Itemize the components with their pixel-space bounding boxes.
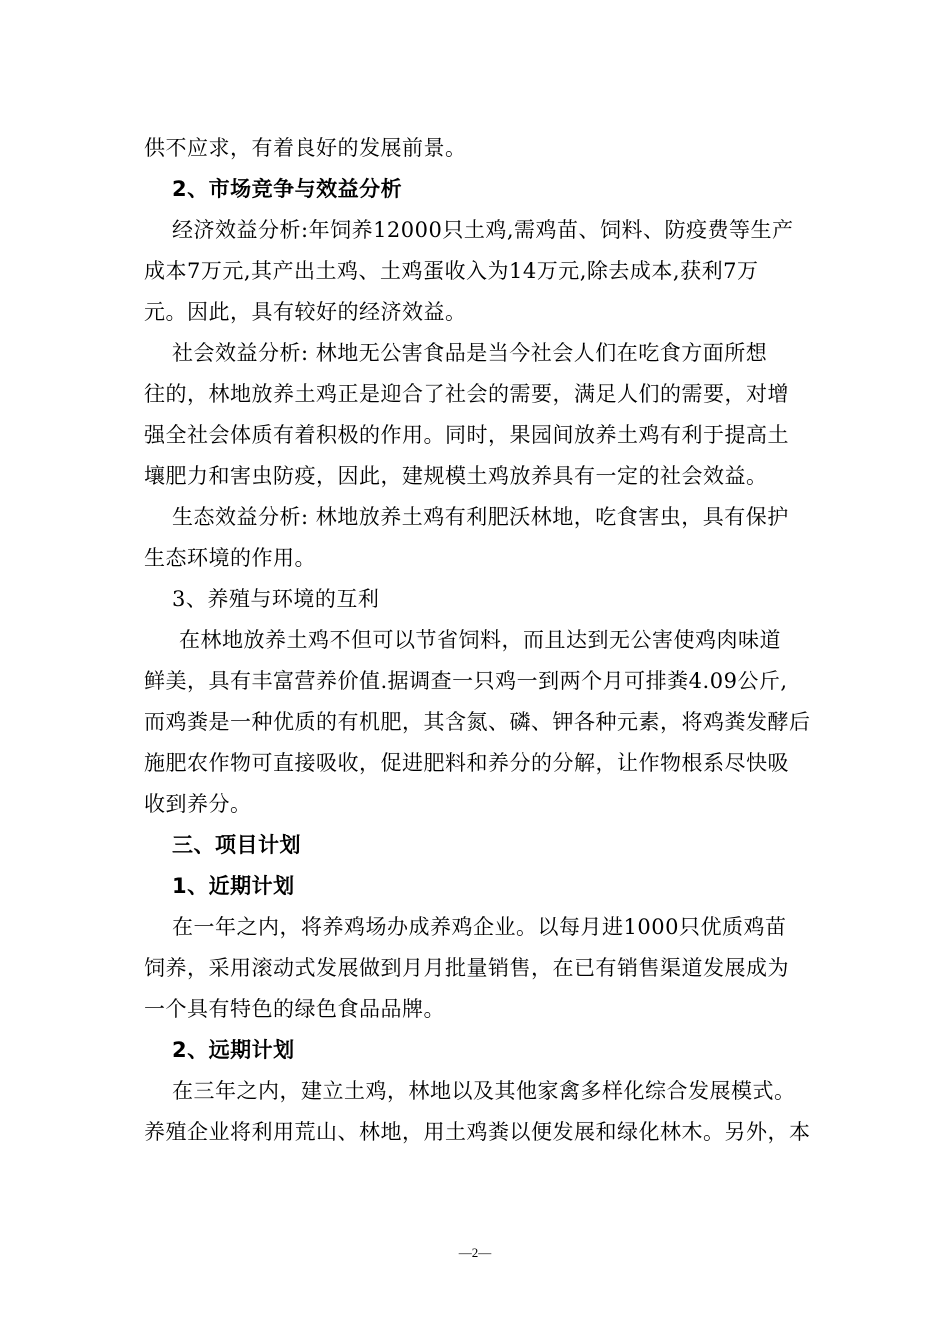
paragraph-line: 而鸡粪是一种优质的有机肥，其含氮、磷、钾各种元素，将鸡粪发酵后 bbox=[144, 710, 811, 734]
paragraph-line: 经济效益分析:年饲养12000只土鸡,需鸡苗、饲料、防疫费等生产 bbox=[172, 218, 794, 242]
paragraph-line: 在林地放养土鸡不但可以节省饲料，而且达到无公害使鸡肉味道 bbox=[179, 628, 781, 652]
paragraph-line: 在三年之内，建立土鸡，林地以及其他家禽多样化综合发展模式。 bbox=[172, 1079, 796, 1103]
paragraph-line: 成本7万元,其产出土鸡、土鸡蛋收入为14万元,除去成本,获利7万 bbox=[144, 259, 759, 283]
paragraph-line: 社会效益分析: 林地无公害食品是当今社会人们在吃食方面所想 bbox=[172, 341, 768, 365]
section-heading-market-analysis: 2、市场竞争与效益分析 bbox=[172, 177, 403, 201]
page-number: —2— bbox=[458, 1245, 492, 1260]
section-heading-short-term-plan: 1、近期计划 bbox=[172, 874, 295, 898]
paragraph-line: 鲜美，具有丰富营养价值.据调查一只鸡一到两个月可排粪4.09公斤, bbox=[144, 669, 788, 693]
paragraph-line: 供不应求，有着良好的发展前景。 bbox=[144, 136, 467, 160]
paragraph-line: 壤肥力和害虫防疫，因此，建规模土鸡放养具有一定的社会效益。 bbox=[144, 464, 768, 488]
paragraph-line: 养殖企业将利用荒山、林地，用土鸡粪以便发展和绿化林木。另外，本 bbox=[144, 1120, 811, 1144]
section-heading-long-term-plan: 2、远期计划 bbox=[172, 1038, 295, 1062]
paragraph-line: 在一年之内，将养鸡场办成养鸡企业。以每月进1000只优质鸡苗 bbox=[172, 915, 787, 939]
paragraph-line: 生态效益分析: 林地放养土鸡有利肥沃林地，吃食害虫，具有保护 bbox=[172, 505, 789, 529]
paragraph-line: 施肥农作物可直接吸收，促进肥料和养分的分解，让作物根系尽快吸 bbox=[144, 751, 789, 775]
paragraph-line: 一个具有特色的绿色食品品牌。 bbox=[144, 997, 445, 1021]
paragraph-line: 往的，林地放养土鸡正是迎合了社会的需要，满足人们的需要，对增 bbox=[144, 382, 789, 406]
paragraph-line: 元。因此，具有较好的经济效益。 bbox=[144, 300, 467, 324]
body-text bbox=[144, 128, 809, 1153]
section-heading-project-plan: 三、项目计划 bbox=[172, 833, 301, 857]
paragraph-line: 强全社会体质有着积极的作用。同时，果园间放养土鸡有利于提高土 bbox=[144, 423, 789, 447]
paragraph-line: 饲养，采用滚动式发展做到月月批量销售，在已有销售渠道发展成为 bbox=[144, 956, 789, 980]
paragraph-line: 生态环境的作用。 bbox=[144, 546, 316, 570]
section-heading-breeding-environment: 3、养殖与环境的互利 bbox=[172, 587, 380, 611]
paragraph-line: 收到养分。 bbox=[144, 792, 252, 816]
